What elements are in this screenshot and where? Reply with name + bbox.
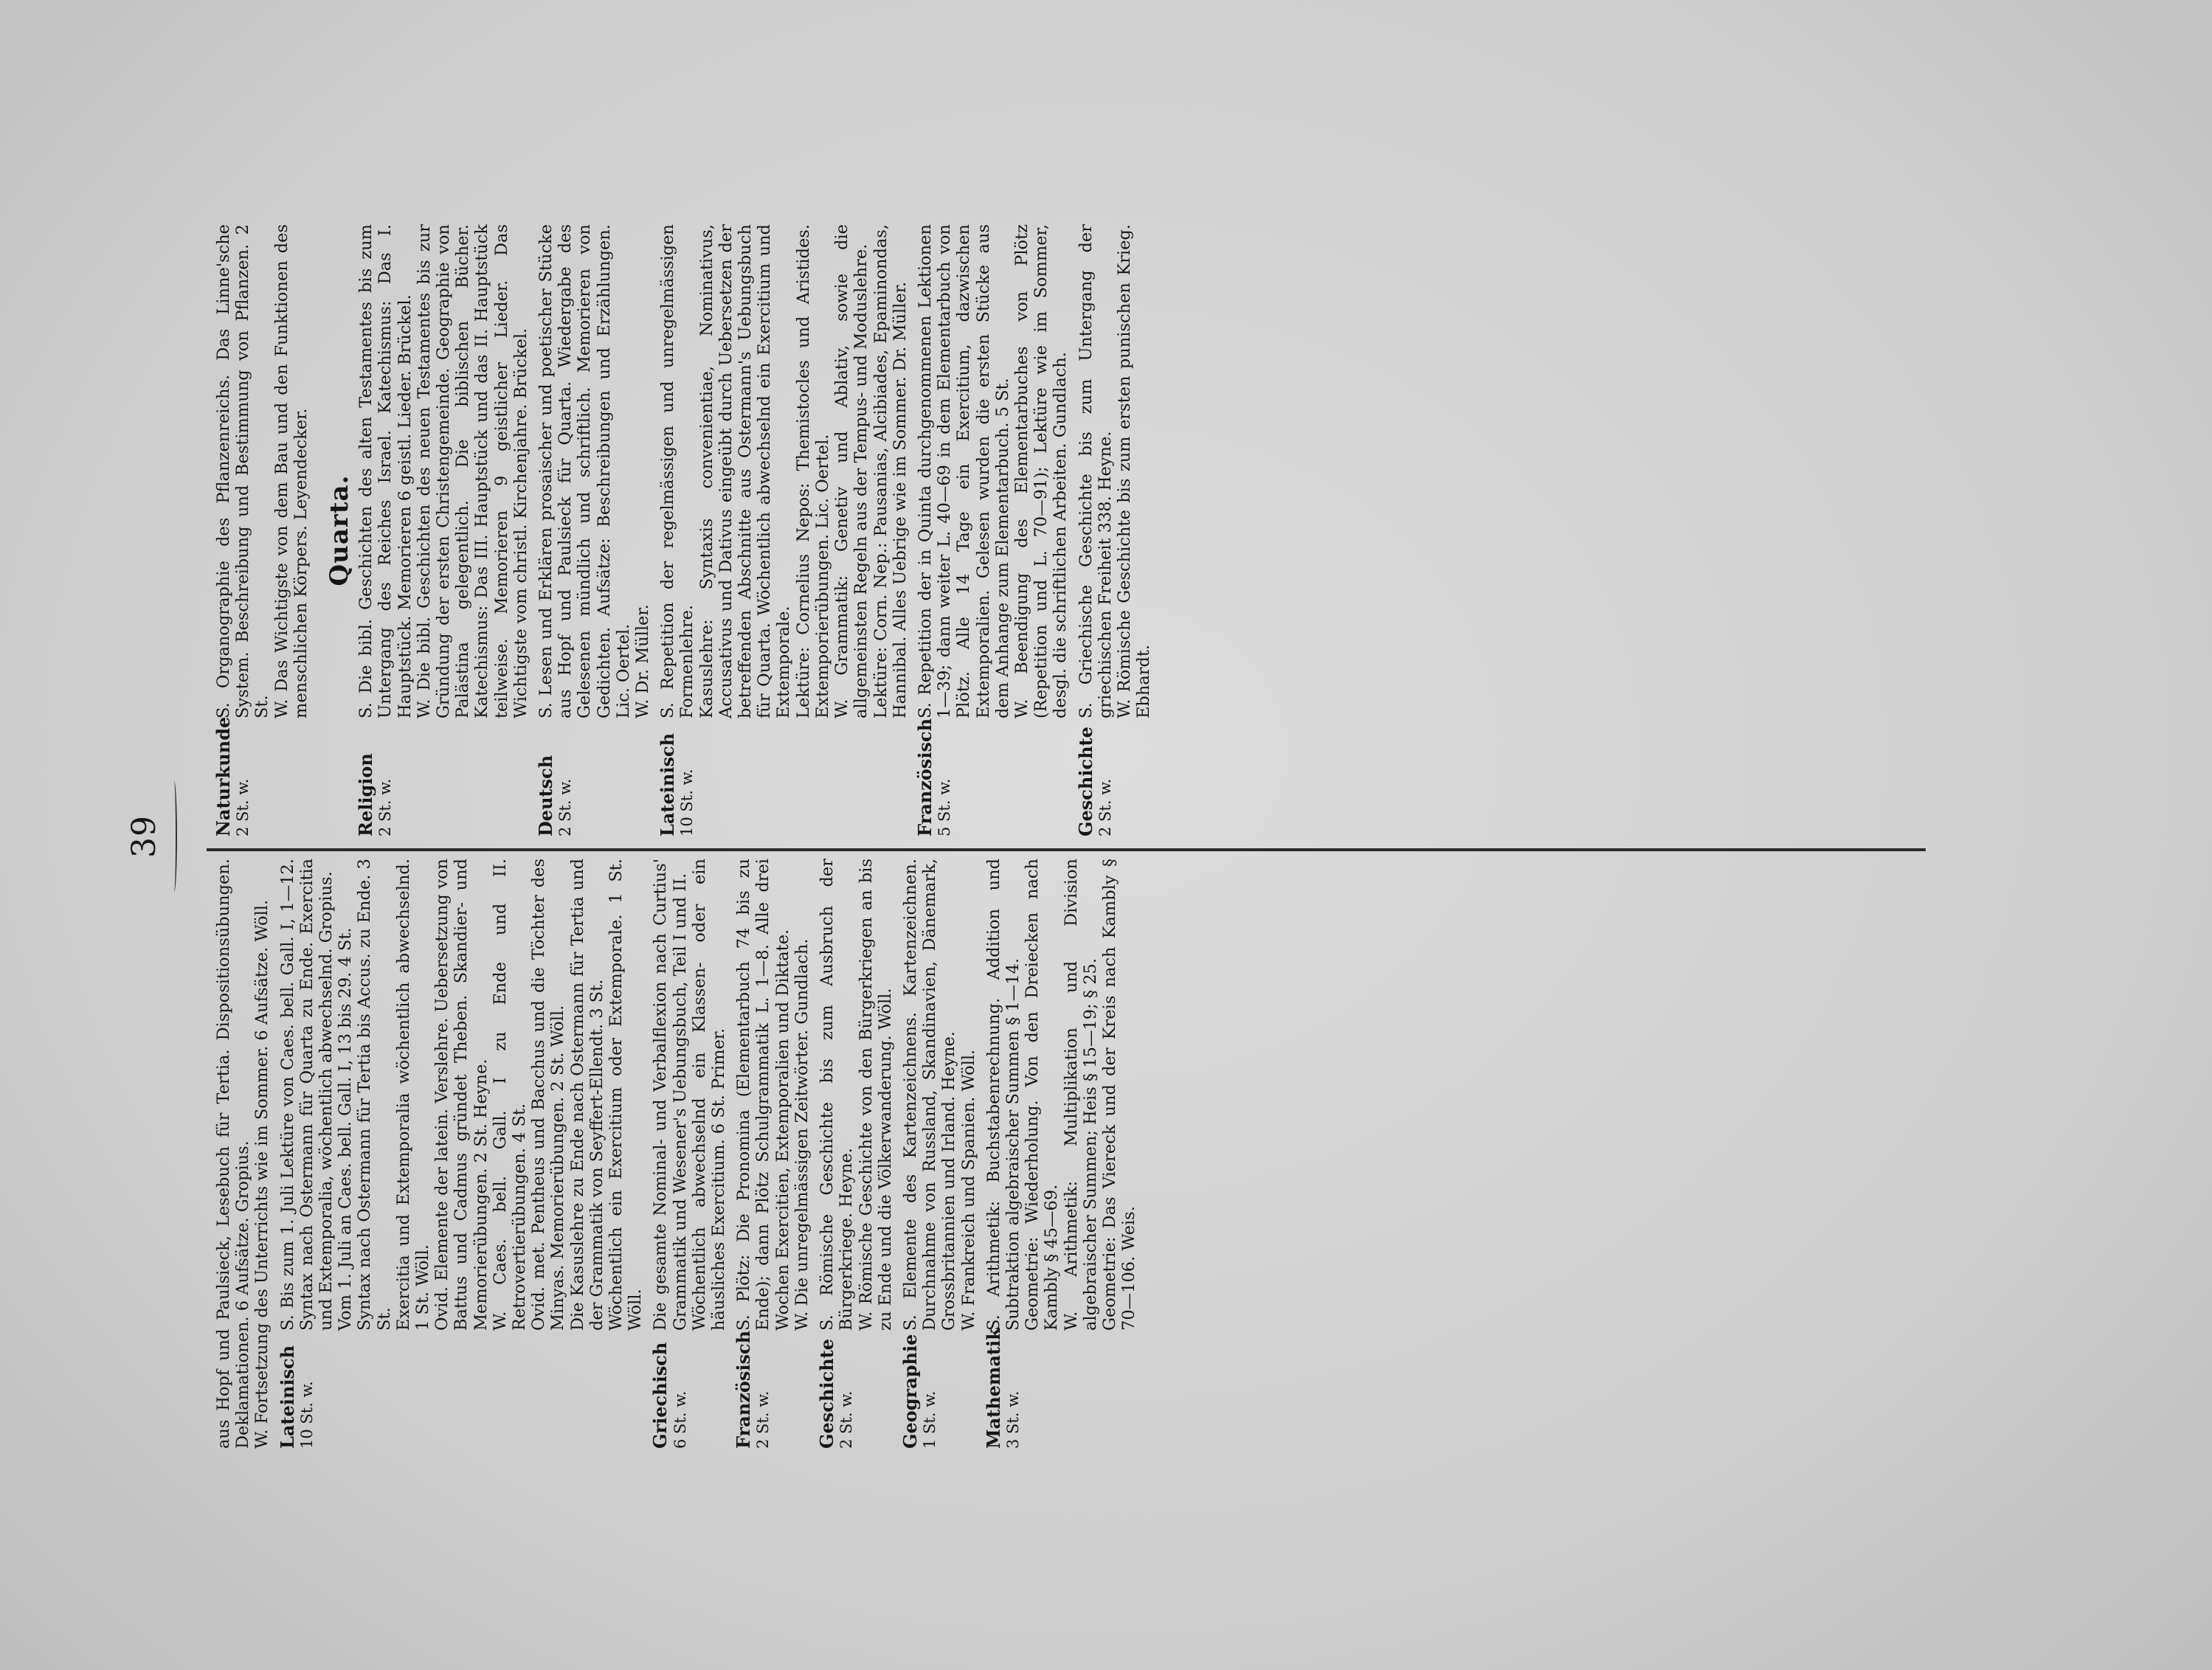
subject-body	[536, 224, 652, 718]
subject-entry	[901, 859, 978, 1449]
paragraph: W. Grammatik: Genetiv und Ablativ, sowie die allgemeinsten Regeln aus der Tempus- und Moduslehre.	[832, 224, 871, 718]
subject-label	[356, 718, 530, 836]
paragraph: Ovid. met. Pentheus und Bacchus und die Töchter des Minyas. Memorierübungen. 2 St. Wöll.	[529, 859, 568, 1331]
subject-entry	[818, 859, 895, 1449]
subject-name: Naturkunde	[212, 716, 234, 836]
paragraph: Vom 1. Juli an Caes. bell. Gall. I, 13 bis 29. 4 St.	[336, 927, 356, 1331]
right-top-entries	[214, 224, 317, 836]
subject-name: Lateinisch	[657, 732, 679, 836]
page-number: 39	[125, 815, 163, 858]
paragraph: S. Repetition der regelmässigen und unregelmässigen Formenlehre.	[658, 224, 697, 718]
paragraph: Wöchentlich abwechselnd ein Klassen- oder ein häusliches Exercitium. 6 St. Primer.	[689, 859, 729, 1331]
column-divider	[207, 848, 1926, 851]
entry-gap	[1153, 224, 1159, 836]
paragraph: S. Griechische Geschichte bis zum Untergang der griechischen Freiheit 338. Heyne.	[1076, 224, 1115, 718]
subject-label	[818, 1331, 895, 1449]
subject-label	[1076, 718, 1154, 836]
subject-entry	[536, 224, 652, 836]
subject-hours: 2 St. w.	[556, 778, 575, 836]
subject-label	[982, 1328, 1139, 1449]
paragraph: S. Repetition der in Quinta durchgenommenen Lektionen 1—39; dann weiter L. 40—69 in dem Elementarbuch von Plötz. Alle 14 Tage ein Exercitium, dazwischen Extemporalien. Gelesen wurden die ersten Stücke aus dem Anhange zum Elementarbuch. 5 St.	[915, 224, 1012, 718]
paragraph: S. Römische Geschichte bis zum Ausbruch der Bürgerkriege. Heyne.	[818, 859, 857, 1331]
subject-hours: 1 St. w.	[921, 1390, 939, 1449]
paragraph: Geometrie: Das Viereck und der Kreis nach Kambly § 70—106. Weis.	[1099, 859, 1139, 1331]
paragraph: S. Elemente des Kartenzeichnens. Kartenzeichnen. Durchnahme von Russland, Skandinavien, Dänemark, Grossbritannien und Irland. Heyne.	[900, 859, 959, 1331]
subject-name: Mathematik	[982, 1328, 1004, 1449]
subject-name: Geschichte	[816, 1339, 838, 1449]
preface-line: W. Fortsetzung des Unterrichts wie im Sommer. 6 Aufsätze. Wöll.	[252, 899, 272, 1449]
left-preface	[214, 859, 278, 1449]
subject-body	[984, 859, 1139, 1331]
subject-body	[1076, 224, 1154, 718]
entry-gap	[311, 224, 317, 836]
paragraph: W. Römische Geschichte bis zum ersten punischen Krieg. Ebhardt.	[1114, 224, 1154, 718]
paragraph: S. Arithmetik: Buchstabenrechnung. Addition und Subtraktion algebraischer Summen § 1—14.	[984, 859, 1023, 1331]
page-number-flourish	[171, 781, 177, 892]
subject-hours: 3 St. w.	[1003, 1390, 1022, 1449]
paragraph: S. Die bibl. Geschichten des alten Testamentes bis zum Untergang des Reiches Israel. Katechismus: Das I. Hauptstück. Memorieren 6 geistl. Lieder. Brückel.	[356, 224, 415, 718]
subject-entry	[278, 859, 646, 1449]
subject-body	[734, 859, 812, 1331]
subject-hours: 10 St. w.	[297, 1381, 316, 1449]
subject-entry	[913, 224, 1071, 836]
section-heading: Quarta.	[325, 474, 355, 586]
paragraph: S. Plötz: Die Pronomina (Elementarbuch 74 bis zu Ende); dann Plötz Schulgrammatik L. 1—8. Alle drei Wochen Exercitien, Extemporalien und Diktate.	[734, 859, 792, 1331]
paragraph: Syntax nach Ostermann für Tertia bis Accus. zu Ende. 3 St.	[355, 859, 394, 1331]
subject-body	[658, 224, 910, 718]
subject-hours: 5 St. w.	[936, 778, 954, 836]
subject-label	[214, 718, 311, 836]
paragraph: W. Die unregelmässigen Zeitwörter. Gundlach.	[792, 938, 812, 1331]
subject-entry	[984, 859, 1139, 1449]
subject-name: Deutsch	[535, 755, 557, 836]
left-column	[214, 859, 1144, 1449]
subject-label	[734, 1331, 812, 1449]
subject-hours: 2 St. w.	[376, 778, 395, 836]
subject-label	[278, 1331, 646, 1449]
subject-body	[916, 224, 1071, 718]
paragraph: W. Beendigung des Elementarbuches von Plötz (Repetition und L. 70—91); Lektüre wie im Sommer, desgl. die schriftlichen Arbeiten. Gundlach.	[1012, 224, 1071, 718]
paragraph: Exercitia und Extemporalia wöchentlich abwechselnd. 1 St. Wöll.	[393, 859, 433, 1331]
paragraph: W. Die bibl. Geschichten des neuen Testamentes bis zur Gründung der ersten Christengemeinde. Geographie von Palästina gelegentlich. Die biblischen Bücher. Katechismus: Das III. Hauptstück und das II. Hauptstück teilweise. Memorieren 9 geistlicher Lieder. Das Wichtigste vom christl. Kirchenjahre. Brückel.	[414, 224, 530, 718]
subject-entry	[1076, 224, 1154, 836]
paragraph: Lektüre: Corn. Nep.: Pausanias, Alcibiades, Epaminondas, Hannibal. Alles Uebrige wie im Sommer. Dr. Müller.	[871, 224, 910, 718]
subject-body	[818, 859, 895, 1331]
subject-name: Französisch	[913, 718, 936, 836]
paragraph: S. Organographie des Pflanzenreichs. Das Linne'sche System. Beschreibung und Bestimmung von Pflanzen. 2 St.	[214, 224, 272, 718]
paragraph: W. Frankreich und Spanien. Wöll.	[958, 1049, 978, 1331]
paragraph: W. Das Wichtigste von dem Bau und den Funktionen des menschlichen Körpers. Leyendecker.	[272, 224, 311, 718]
right-column	[214, 224, 1159, 836]
subject-entry	[658, 224, 910, 836]
paragraph: Lektüre: Cornelius Nepos: Themistocles und Aristides. Extemporierübungen. Lic. Oertel.	[793, 224, 832, 718]
paragraph: Die gesamte Nominal- und Verbalflexion nach Curtius' Grammatik und Wesener's Uebungsbuch, Teil I und II.	[651, 859, 690, 1331]
paragraph: S. Lesen und Erklären prosaischer und poetischer Stücke aus Hopf und Paulsieck für Quarta. Wiedergabe des Gelesenen mündlich und schriftlich. Memorieren von Gedichten. Aufsätze: Beschreibungen und Erzählungen. Lic. Oertel.	[536, 224, 633, 718]
subject-hours: 2 St. w.	[837, 1390, 856, 1449]
subject-label	[536, 718, 652, 836]
subject-hours: 2 St. w.	[754, 1390, 773, 1449]
paragraph: Geometrie: Wiederholung. Von den Dreiecken nach Kambly § 45—69.	[1023, 859, 1062, 1331]
subject-hours: 10 St. w.	[678, 769, 697, 836]
right-entries	[356, 224, 1159, 836]
subject-entry	[734, 859, 812, 1449]
subject-label	[651, 1331, 728, 1449]
subject-name: Lateinisch	[276, 1345, 298, 1449]
paragraph: W. Arithmetik: Multiplikation und Division algebraischer Summen; Heis § 15—19; § 25.	[1061, 859, 1100, 1331]
subject-body	[278, 859, 646, 1331]
left-entries	[278, 859, 1145, 1449]
subject-name: Geschichte	[1074, 727, 1096, 836]
subject-body	[356, 224, 530, 718]
entry-gap	[1138, 859, 1144, 1449]
subject-entry	[356, 224, 530, 836]
subject-name: Französisch	[733, 1330, 755, 1449]
subject-name: Religion	[355, 753, 377, 836]
paragraph: W. Caes. bell. Gall. I zu Ende und II. Retrovertierübungen. 4 St.	[490, 859, 530, 1331]
paragraph: W. Römische Geschichte von den Bürgerkriegen an bis zu Ende und die Völkerwanderung. Wöll.	[856, 859, 895, 1331]
paragraph: Die Kasuslehre zu Ende nach Ostermann für Tertia und der Grammatik von Seyffert-Ellendt. 3 St.	[567, 859, 606, 1331]
preface-line: aus Hopf und Paulsieck, Lesebuch für Tertia. Dispositionsübungen. Deklamationen. 6 Aufsätze. Gropius.	[214, 859, 253, 1449]
subject-hours: 2 St. w.	[234, 778, 252, 836]
subject-hours: 2 St. w.	[1096, 778, 1114, 836]
paragraph: Ovid. Elemente der latein. Verslehre. Uebersetzung von Battus und Cadmus gründet Theben. Skandier- und Memorierübungen. 2 St. Heyne.	[432, 859, 491, 1331]
subject-name: Griechisch	[649, 1342, 671, 1449]
paragraph: S. Bis zum 1. Juli Lektüre von Caes. bell. Gall. I, 1—12. Syntax nach Ostermann für Quarta zu Ende. Exercitia und Extemporalia, wöchentlich abwechselnd. Gropius.	[277, 859, 336, 1331]
subject-entry	[651, 859, 728, 1449]
subject-entry	[214, 224, 311, 836]
paragraph: Kasuslehre: Syntaxis convenientiae, Nominativus, Accusativus und Dativus eingeübt durch Uebersetzen der betreffenden Abschnitte aus Ostermann's Uebungsbuch für Quarta. Wöchentlich abwechselnd ein Exercitium und Extemporale.	[697, 224, 794, 718]
subject-body	[901, 859, 978, 1331]
entry-gap	[530, 224, 536, 836]
subject-body	[214, 224, 311, 718]
subject-hours: 6 St. w.	[671, 1390, 689, 1449]
subject-label	[901, 1331, 978, 1449]
paragraph: Wöchentlich ein Exercitium oder Extemporale. 1 St. Wöll.	[606, 859, 646, 1331]
subject-name: Geographie	[899, 1334, 921, 1449]
paragraph: W. Dr. Müller.	[633, 604, 653, 718]
subject-label	[913, 718, 1071, 836]
subject-label	[658, 718, 910, 836]
subject-body	[651, 859, 728, 1331]
